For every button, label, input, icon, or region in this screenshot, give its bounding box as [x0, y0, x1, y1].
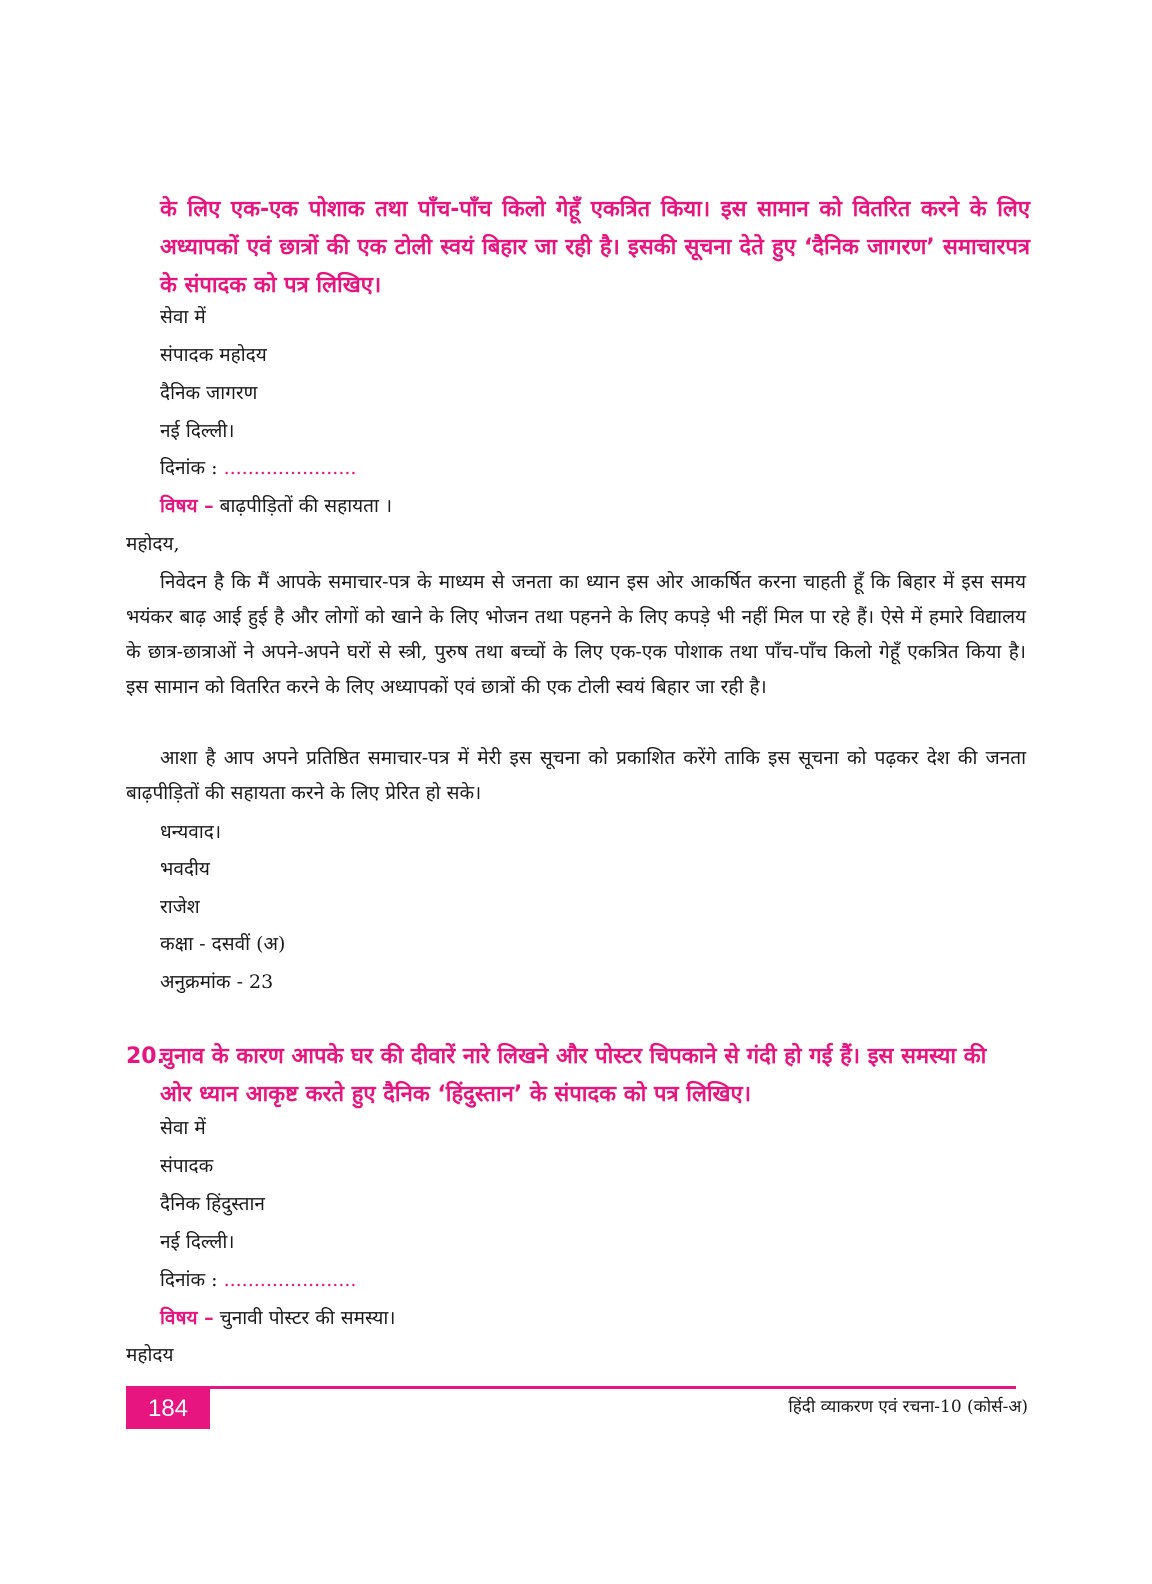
- subject-text: बाढ़पीड़ितों की सहायता ।: [219, 495, 393, 517]
- letter1-roll: अनुक्रमांक - 23: [160, 971, 274, 993]
- letter1-body-paragraph-1: निवेदन है कि मैं आपके समाचार-पत्र के माध्यम से जनता का ध्यान इस ओर आकर्षित करना चाहती हूँ कि बिहार में इस समय भयंकर बाढ़ आई हुई है और लोगों को खाने के लिए भोजन तथा पहनने के लिए कपड़े भी नहीं मिल पा रहे हैं। ऐसे में हमारे विद्यालय के छात्र-छात्राओं ने अपने-अपने घरों से स्त्री, पुरुष तथा बच्चों के लिए एक-एक पोशाक तथा पाँच-पाँच किलो गेहूँ एकत्रित किया है। इस सामान को वितरित करने के लिए अध्यापकों एवं छात्रों की एक टोली स्वयं बिहार जा रही है।: [126, 571, 1026, 698]
- letter1-subject: [160, 491, 392, 521]
- letter2-city: नई दिल्ली।: [160, 1231, 235, 1253]
- question-number: 20.: [126, 1044, 165, 1069]
- date-dots: ......................: [223, 457, 357, 479]
- question-continuation: के लिए एक-एक पोशाक तथा पाँच-पाँच किलो गेहूँ एकत्रित किया। इस सामान को वितरित करने के लिए अध्यापकों एवं छात्रों की एक टोली स्वयं बिहार जा रही है। इसकी सूचना देते हुए ‘दैनिक जागरण’ समाचारपत्र के संपादक को पत्र लिखिए।: [160, 197, 1030, 298]
- letter1-salutation: महोदय,: [126, 533, 180, 555]
- letter1-recipient: संपादक महोदय: [160, 344, 267, 366]
- page-number: 184: [126, 1389, 210, 1429]
- letter2-salutation: महोदय: [126, 1344, 174, 1366]
- letter2-recipient: संपादक: [160, 1155, 214, 1177]
- letter2-to: सेवा में: [160, 1117, 206, 1139]
- letter2-date: [160, 1265, 356, 1295]
- letter1-paper: दैनिक जागरण: [160, 382, 258, 404]
- letter1-class: कक्षा - दसवीं (अ): [160, 933, 286, 955]
- footer-rule: [126, 1386, 1016, 1389]
- letter1-name: राजेश: [160, 896, 200, 918]
- subject-text: चुनावी पोस्टर की समस्या।: [219, 1307, 396, 1329]
- subject-label: विषय –: [160, 1307, 214, 1329]
- letter2-paper: दैनिक हिंदुस्तान: [160, 1193, 265, 1215]
- question-text-line2: ओर ध्यान आकृष्ट करते हुए दैनिक ‘हिंदुस्तान’ के संपादक को पत्र लिखिए।: [160, 1082, 752, 1107]
- date-label: दिनांक :: [160, 1269, 218, 1291]
- letter1-to: सेवा में: [160, 306, 206, 328]
- question-20: [126, 1038, 1031, 1114]
- letter2-subject: [160, 1303, 396, 1333]
- letter1-closing: भवदीय: [160, 858, 210, 880]
- letter1-city: नई दिल्ली।: [160, 420, 235, 442]
- letter1-thanks: धन्यवाद।: [160, 821, 222, 843]
- letter1-body-paragraph-2: आशा है आप अपने प्रतिष्ठित समाचार-पत्र में मेरी इस सूचना को प्रकाशित करेंगे ताकि इस सूचना को पढ़कर देश की जनता बाढ़पीड़ितों की सहायता करने के लिए प्रेरित हो सके।: [126, 747, 1026, 804]
- date-label: दिनांक :: [160, 457, 218, 479]
- book-title: हिंदी व्याकरण एवं रचना-10 (कोर्स-अ): [788, 1397, 1028, 1417]
- subject-label: विषय –: [160, 495, 214, 517]
- date-dots: ......................: [223, 1269, 357, 1291]
- letter1-date: [160, 453, 356, 483]
- question-text: चुनाव के कारण आपके घर की दीवारें नारे लिखने और पोस्टर चिपकाने से गंदी हो गई हैं। इस समस्या की: [160, 1044, 987, 1069]
